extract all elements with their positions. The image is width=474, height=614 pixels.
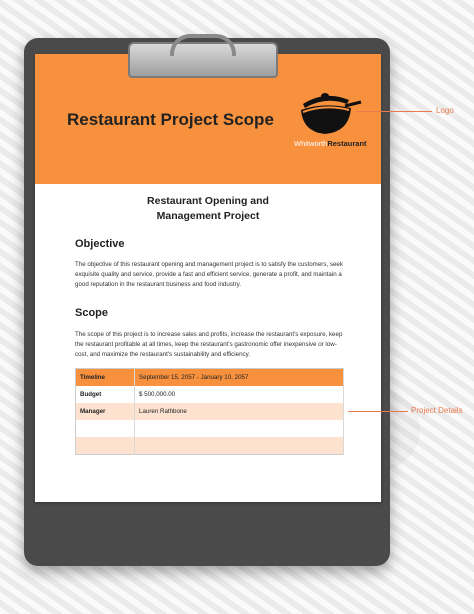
table-row xyxy=(76,437,344,455)
scope-heading: Scope xyxy=(75,307,109,319)
detail-value xyxy=(135,437,344,455)
logo-brand-bold: Restaurant xyxy=(327,139,367,148)
document-subtitle xyxy=(35,194,381,224)
detail-label xyxy=(76,437,135,455)
logo-callout-line xyxy=(356,111,432,112)
table-row xyxy=(76,420,344,437)
objective-text: The objective of this restaurant opening and management project is to satisfy the customers, seek exquisite quality and service, provide a fast and efficient service, generate a profit, and maintain a good reputation in the restaurant business and food industry. xyxy=(75,261,343,288)
details-callout-line xyxy=(348,411,408,412)
table-row xyxy=(76,386,344,403)
logo-callout-label: Logo xyxy=(436,106,454,115)
detail-value: $ 500,000.00 xyxy=(135,386,344,403)
detail-value: September 15, 2057 - January 10, 2057 xyxy=(135,369,344,387)
objective-heading: Objective xyxy=(75,238,125,250)
document-page xyxy=(35,54,381,502)
document-title: Restaurant Project Scope xyxy=(67,110,274,129)
subtitle-line-1: Restaurant Opening and xyxy=(147,195,269,207)
detail-label xyxy=(76,420,135,437)
subtitle-line-2: Management Project xyxy=(156,210,260,222)
logo-wordmark xyxy=(294,139,367,148)
detail-label: Timeline xyxy=(76,369,135,387)
scope-text: The scope of this project is to increase sales and profits, increase the restaurant's exposure, keep the restaurant profitable at all times, keep the restaurant's gastronomic offer inexpensive or low-cost, and maximize the restaurant's sustainability and efficiency. xyxy=(75,331,343,358)
detail-value xyxy=(135,420,344,437)
detail-label: Budget xyxy=(76,386,135,403)
details-callout-label: Project Details xyxy=(411,406,463,415)
project-details-table xyxy=(75,368,344,455)
table-row xyxy=(76,369,344,387)
detail-value: Lauren Rathbone xyxy=(135,403,344,420)
clipboard-clip xyxy=(128,42,278,78)
table-row xyxy=(76,403,344,420)
logo-brand-light: Whitworth xyxy=(294,139,328,148)
detail-label: Manager xyxy=(76,403,135,420)
